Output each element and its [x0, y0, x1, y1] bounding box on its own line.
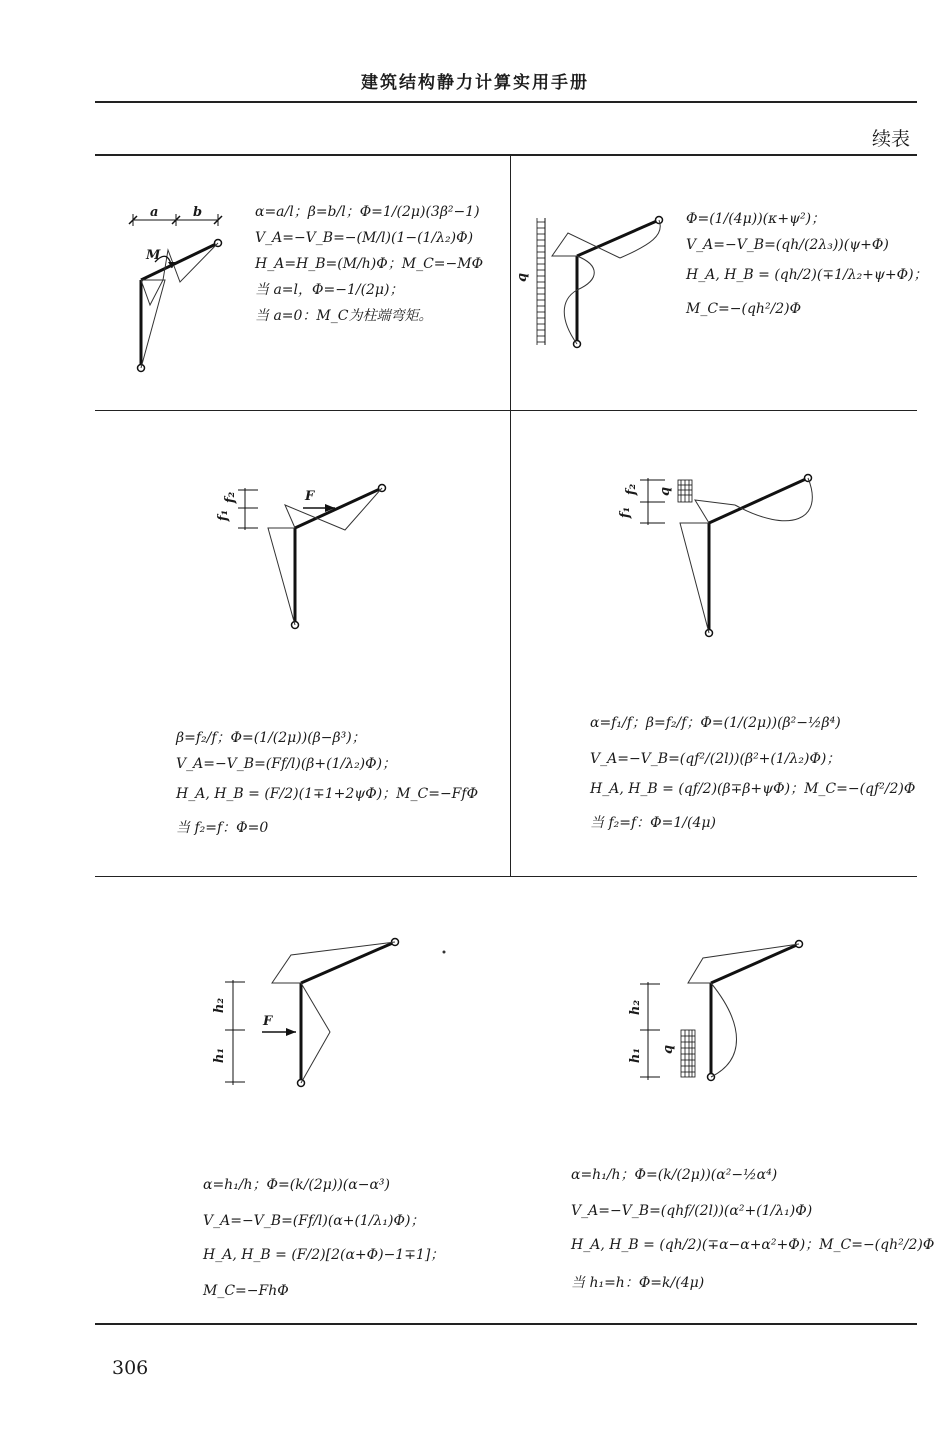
formula-line: H_A, H_B = (qf/2)(β∓β+ψΦ)；M_C=−(qf²/2)Φ	[590, 781, 916, 797]
formula-line: M_C=−(qh²/2)Φ	[686, 301, 802, 317]
formula-line: 当 f₂=f：Φ=0	[176, 820, 269, 836]
formula-line: H_A, H_B = (qh/2)(∓α−α+α²+Φ)；M_C=−(qh²/2)Φ	[571, 1237, 935, 1253]
page-number: 306	[112, 1357, 149, 1379]
label-F: F	[305, 489, 315, 504]
formula-line: H_A=H_B=(M/h)Φ；M_C=−MΦ	[255, 256, 484, 272]
formula-line: α=f₁/f；β=f₂/f；Φ=(1/(2μ))(β²−½β⁴)	[590, 715, 841, 731]
continued-label: 续表	[871, 128, 910, 150]
formula-line: V_A=−V_B=−(M/l)(1−(1/λ₂)Φ)	[255, 230, 474, 246]
label-h2: h₂	[212, 997, 228, 1014]
formula-line: V_A=−V_B=(Ff/l)(α+(1/λ₁)Φ)；	[203, 1213, 425, 1229]
label-f2: f₂	[223, 491, 239, 504]
formula-line: M_C=−FhΦ	[203, 1283, 289, 1299]
formula-line: V_A=−V_B=(qh/(2λ₃))(ψ+Φ)	[686, 237, 889, 253]
formula-block	[571, 1162, 934, 1296]
formula-line: 当 a=l，Φ=−1/(2μ)；	[255, 282, 404, 298]
formula-line: 当 f₂=f：Φ=1/(4μ)	[590, 815, 716, 831]
formula-line: H_A, H_B = (F/2)[2(α+Φ)−1∓1]；	[203, 1247, 445, 1263]
formula-line: α=a/l；β=b/l；Φ=1/(2μ)(3β²−1)	[255, 204, 480, 220]
formula-line: Φ=(1/(4μ))(κ+ψ²)；	[686, 211, 826, 227]
formula-line: H_A, H_B = (F/2)(1∓1+2ψΦ)；M_C=−FfΦ	[176, 786, 479, 802]
label-h2: h₂	[628, 999, 644, 1016]
label-F: F	[263, 1014, 273, 1029]
label-q: q	[661, 1044, 677, 1055]
formula-line: 当 a=0：M_C为柱端弯矩。	[255, 308, 433, 324]
formula-line: V_A=−V_B=(Ff/l)(β+(1/λ₂)Φ)；	[176, 756, 397, 772]
formula-line: V_A=−V_B=(qhf/(2l))(α²+(1/λ₁)Φ)	[571, 1203, 813, 1219]
label-f2: f₂	[624, 483, 640, 496]
label-b: b	[193, 205, 203, 220]
formula-line: α=h₁/h；Φ=(k/(2μ))(α−α³)	[203, 1177, 390, 1193]
label-q: q	[658, 486, 674, 497]
label-q: q	[515, 272, 531, 283]
formula-line: β=f₂/f；Φ=(1/(2μ))(β−β³)；	[176, 730, 366, 746]
label-f1: f₁	[618, 506, 634, 519]
label-f1: f₁	[216, 509, 232, 522]
formula-line: V_A=−V_B=(qf²/(2l))(β²+(1/λ₂)Φ)；	[590, 751, 841, 767]
label-moment-M: M	[146, 248, 161, 263]
formula-line: α=h₁/h；Φ=(k/(2μ))(α²−½α⁴)	[571, 1167, 778, 1183]
formula-line: H_A, H_B = (qh/2)(∓1/λ₂+ψ+Φ)；	[686, 267, 928, 283]
label-h1: h₁	[212, 1047, 228, 1064]
label-h1: h₁	[628, 1047, 644, 1064]
page-header-title: 建筑结构静力计算实用手册	[361, 73, 589, 93]
label-a: a	[150, 205, 159, 220]
formula-line: 当 h₁=h：Φ=k/(4μ)	[571, 1275, 705, 1291]
